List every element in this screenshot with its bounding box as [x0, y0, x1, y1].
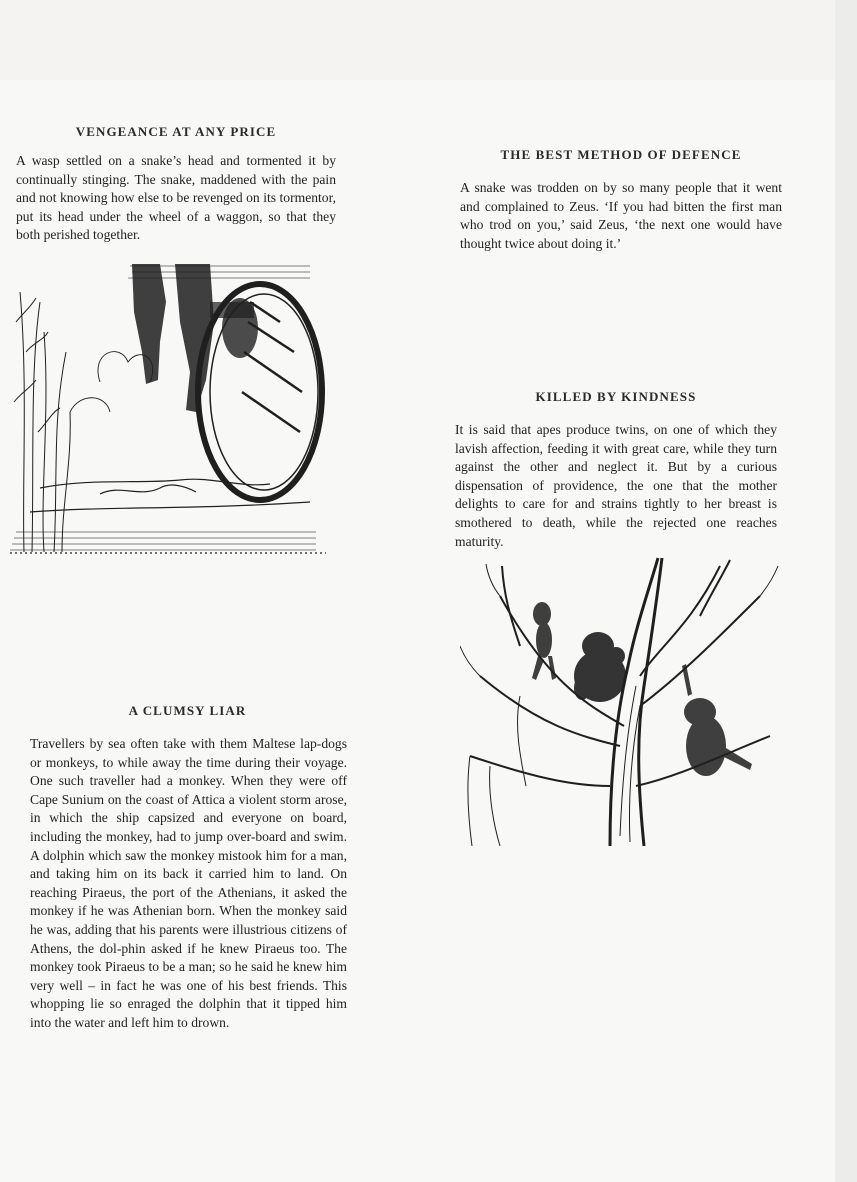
fable-text-defence: A snake was trodden on by so many people that it went and complained to Zeus. ‘If you had bitten the first man who trod on you,’ said Zeus, ‘the next one would have thought twice about doing it.’ — [460, 180, 782, 251]
fable-title-liar: A CLUMSY LIAR — [128, 703, 247, 718]
fable-text-liar: Travellers by sea often take with them Maltese lap-dogs or monkeys, to while away the time during their voyage. One such traveller had a monkey. When they were off Cape Sunium on the coast of Attica a violent storm arose, in which the ship capsized and everyone on board, including the monkey, had to jump over-board and swim. A dolphin which saw the monkey mistook him for a man, and taking him on its back it carried him to land. On reaching Piraeus, the port of the Athenians, it asked the monkey if he was Athenian born. When the monkey said he was, adding that his parents were illustrious citizens of Athens, the dol-phin asked if he knew Piraeus too. The monkey took Piraeus to be a man; so he said he knew him very well – in fact he was one of his best friends. This whopping lie so enraged the dolphin that it tipped him into the water and left him to drown. — [30, 736, 347, 1030]
fable-text-kindness: It is said that apes produce twins, on one of which they lavish affection, feeding it with great care, while they turn against the other and neglect it. But by a curious dispensation of providence, the one that the mother delights to care for and strains tightly to her breast is smothered to death, while the rejected one reaches maturity. — [455, 422, 777, 549]
apes-in-tree-illustration — [460, 556, 780, 846]
fable-title-vengeance: VENGEANCE AT ANY PRICE — [75, 124, 277, 139]
fable-title-kindness: KILLED BY KINDNESS — [535, 389, 697, 404]
waggon-wheel-snake-illustration — [10, 262, 326, 556]
fable-text-vengeance: A wasp settled on a snake’s head and tormented it by continually stinging. The snake, maddened with the pain and not knowing how else to be revenged on its tormentor, put its head under the wheel of a waggon, so that they both perished together. — [16, 153, 336, 243]
page-edge — [835, 0, 857, 1182]
fable-title-defence: THE BEST METHOD OF DEFENCE — [500, 147, 742, 162]
